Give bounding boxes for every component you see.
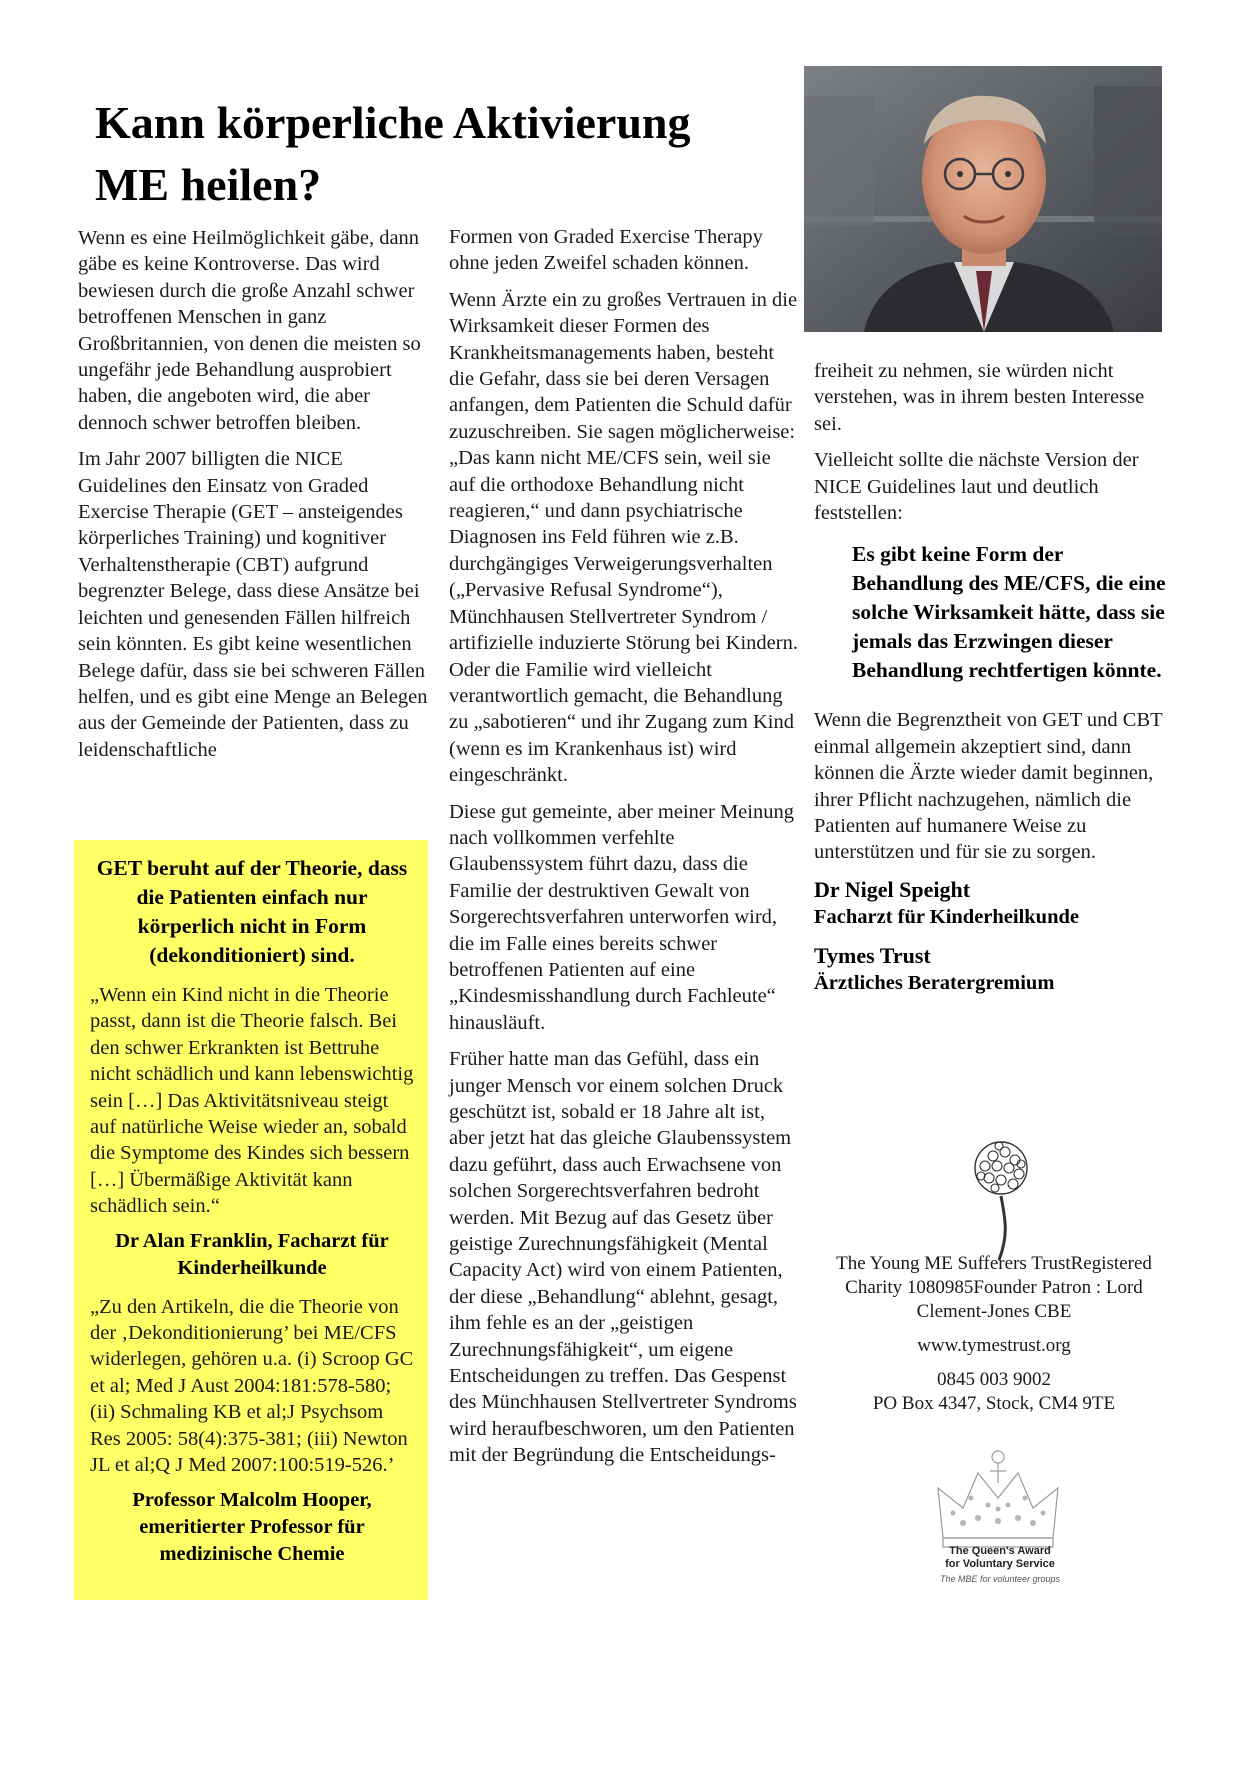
organization-role: Ärztliches Beratergremium	[814, 971, 1055, 994]
quote-text: „Zu den Artikeln, die die Theorie von der ‚Dekonditionierung’ bei ME/CFS widerlegen, gehören u.a. (i) Scroop GC et al; Med J Aust 2004:181:578-580; (ii) Schmaling KB et al;J Psychsom Res 2005: 58(4):375-381; (iii) Newton JL et al;Q J Med 2007:100:519-526.’	[90, 1295, 414, 1477]
paragraph: Wenn die Begrenztheit von GET und CBT einmal allgemein akzeptiert sind, dann können die Ärzte wieder damit beginnen, ihrer Pflicht nachzugehen, nämlich die Patienten auf humanere Weise zu unterstützen und für sie zu sorgen.	[814, 709, 1163, 864]
award-line: The Queen's Award	[949, 1545, 1051, 1557]
website-link[interactable]: www.tymestrust.org	[917, 1335, 1071, 1356]
column-3	[814, 358, 1170, 1008]
paragraph: freiheit zu nehmen, sie würden nicht verstehen, was in ihrem besten Interesse sei.	[814, 360, 1145, 435]
column-1	[78, 225, 430, 773]
article-title: Kann körperliche Aktivierung ME heilen?	[95, 97, 691, 210]
charity-info	[814, 1252, 1174, 1416]
paragraph: Formen von Graded Exercise Therapy ohne jeden Zweifel schaden können.	[449, 226, 763, 275]
author-name: Dr Nigel Speight	[814, 876, 971, 902]
paragraph: Wenn Ärzte ein zu großes Vertrauen in die Wirksamkeit dieser Formen des Krankheitsmanagements haben, besteht die Gefahr, dass sie bei deren Versagen anfangen, dem Patienten die Schuld dafür zuzuschreiben. Sie sagen möglicherweise: „Das kann nicht ME/CFS sein, weil sie auf die orthodoxe Behandlung nicht reagieren,“ und dann psychiatrische Diagnosen ins Feld führen wie z.B. durchgängiges Verweigerungsverhalten („Pervasive Refusal Syndrome“), Münchhausen Stellvertreter Syndrom / artifizielle induzierte Störung bei Kindern. Oder die Familie wird vielleicht verantwortlich gemacht, die Behandlung zu „sabotieren“ und ihr Zugang zum Kind (wenn es im Krankenhaus ist) wird eingeschränkt.	[449, 288, 798, 787]
award-line: for Voluntary Service	[945, 1558, 1055, 1570]
award-tagline: The MBE for volunteer groups	[939, 1574, 1061, 1584]
award-label	[905, 1545, 1095, 1571]
paragraph: Im Jahr 2007 billigten die NICE Guidelines den Einsatz von Graded Exercise Therapie (GET – ansteigendes körperliches Training) und kognitiver Verhaltenstherapie (CBT) aufgrund begrenzter Belege, dass diese Ansätze bei leichten und genesenden Fällen hilfreich sein könnten. Es gibt keine wesentlichen Belege dafür, dass sie bei schweren Fällen helfen, und es gibt eine Menge an Belegen aus der Gemeinde der Patienten, dass zu leidenschaftliche	[78, 448, 428, 761]
postal-address: PO Box 4347, Stock, CM4 9TE	[872, 1393, 1116, 1414]
organization-name: Tymes Trust	[814, 942, 931, 968]
quote-box	[74, 840, 428, 1600]
paragraph: Früher hatte man das Gefühl, dass ein junger Mensch vor einem solchen Druck geschützt ist, sobald er 18 Jahre alt ist, aber jetzt hat das gleiche Glaubenssystem dazu geführt, dass auch Erwachsene von solchen Sorgerechtsverfahren bedroht werden. Mit Bezug auf das Gesetz über geistige Zurechnungsfähigkeit (Mental Capacity Act) wird von einem Patienten, der diese „Behandlung“ ablehnt, gesagt, ihm fehle es an der „geistigen Zurechnungsfähigkeit“, um eigene Entscheidungen zu treffen. Das Gespenst des Münchhausen Stellvertreter Syndroms wird heraufbeschworen, um den Patienten mit der Begründung die Entscheidungs-	[449, 1048, 797, 1467]
paragraph: Wenn es eine Heilmöglichkeit gäbe, dann gäbe es keine Kontroverse. Das wird bewiesen durch die große Anzahl schwer betroffenen Menschen in ganz Großbritannien, von denen die meisten so ungefähr jede Behandlung ausprobiert haben, die angeboten wird, die aber dennoch schwer betroffen bleiben.	[78, 227, 421, 434]
portrait-photo	[804, 66, 1162, 332]
phone-number: 0845 003 9002	[937, 1369, 1051, 1390]
charity-details: The Young ME Sufferers TrustRegistered Charity 1080985Founder Patron : Lord Clement-Jones CBE	[836, 1253, 1152, 1322]
quote-author: Dr Alan Franklin, Facharzt für Kinderheilkunde	[115, 1229, 389, 1279]
column-2	[449, 224, 801, 1479]
author-role: Facharzt für Kinderheilkunde	[814, 905, 1079, 928]
quote-author: Professor Malcolm Hooper, emeritierter Professor für medizinische Chemie	[132, 1488, 372, 1565]
paragraph: Diese gut gemeinte, aber meiner Meinung nach vollkommen verfehlte Glaubenssystem führt dazu, dass die Familie der destruktiven Gewalt von Sorgerechtsverfahren unterworfen wird, die im Falle eines bereits schwer betroffenen Patienten auf eine „Kindesmisshandlung durch Fachleute“ hinausläuft.	[449, 800, 794, 1034]
flower-logo-icon	[955, 1138, 1051, 1262]
paragraph: Vielleicht sollte die nächste Version der NICE Guidelines laut und deutlich feststellen:	[814, 449, 1139, 525]
highlight-quote: Es gibt keine Form der Behandlung des ME/CFS, die eine solche Wirksamkeit hätte, dass sie jemals das Erzwingen dieser Behandlung rechtfertigen könnte.	[852, 542, 1166, 683]
quote-box-heading: GET beruht auf der Theorie, dass die Patienten einfach nur körperlich nicht in Form (dekonditioniert) sind.	[96, 856, 408, 967]
quote-text: „Wenn ein Kind nicht in die Theorie passt, dann ist die Theorie falsch. Bei den schwer Erkrankten ist Bettruhe nicht schädlich und kann lebenswichtig sein […] Das Aktivitätsniveau steigt auf natürliche Weise wieder an, sobald die Symptome des Kindes sich bessern […] Übermäßige Aktivität kann schädlich sein.“	[90, 984, 414, 1218]
